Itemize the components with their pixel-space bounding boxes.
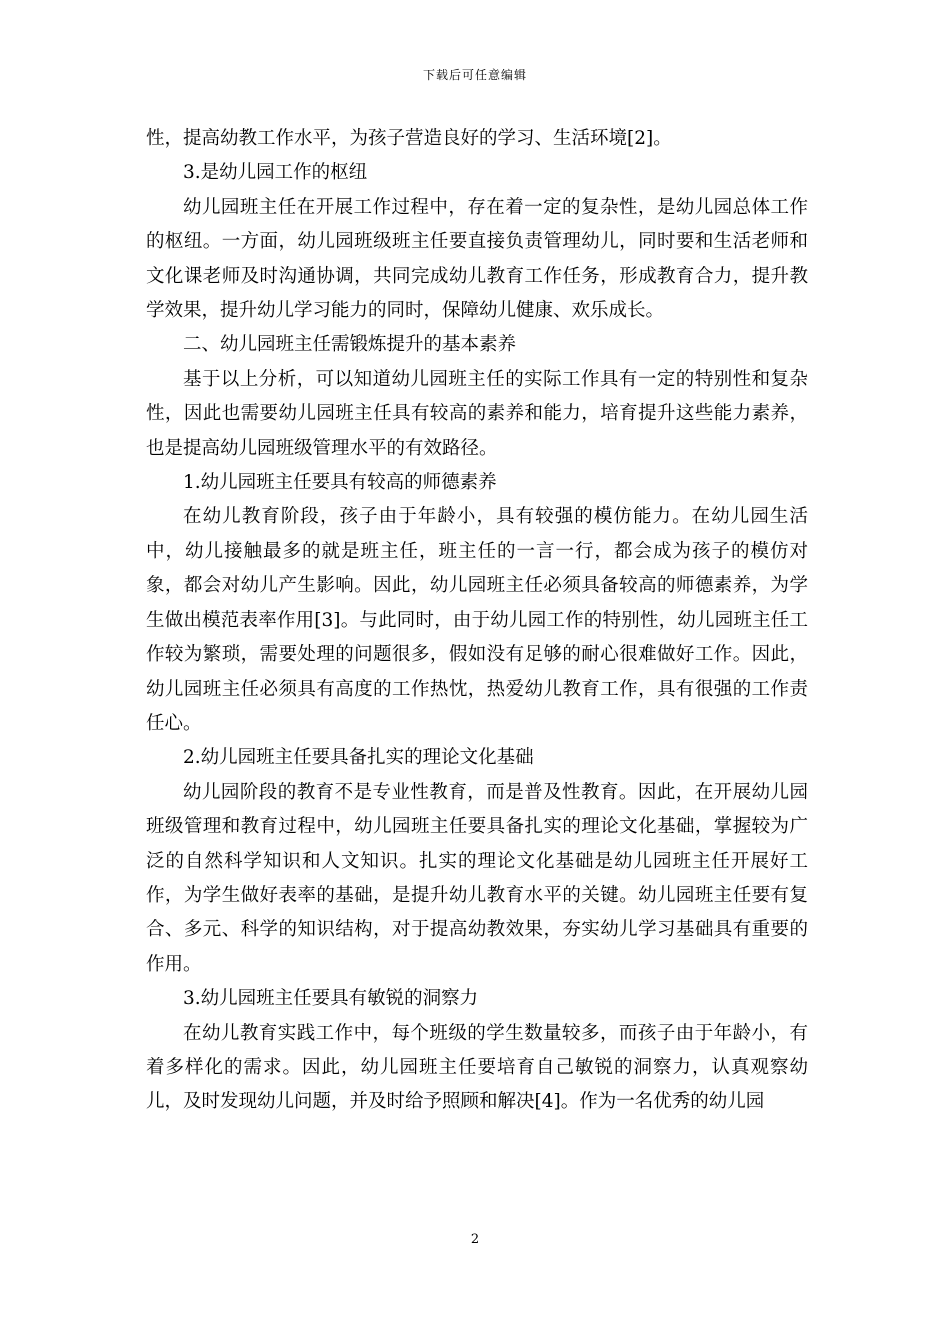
paragraph: 基于以上分析，可以知道幼儿园班主任的实际工作具有一定的特别性和复杂性，因此也需要幼儿园班主任具有较高的素养和能力，培育提升这些能力素养，也是提高幼儿园班级管理水平的有效路径。 bbox=[146, 368, 808, 459]
paragraph: 在幼儿教育阶段，孩子由于年龄小，具有较强的模仿能力。在幼儿园生活中，幼儿接触最多的就是班主任，班主任的一言一行，都会成为孩子的模仿对象，都会对幼儿产生影响。因此，幼儿园班主任必须具备较高的师德素养，为学生做出模范表率作用[3]。与此同时，由于幼儿园工作的特别性，幼儿园班主任工作较为繁琐，需要处理的问题很多，假如没有足够的耐心很难做好工作。因此，幼儿园班主任必须具有高度的工作热忱，热爱幼儿教育工作，具有很强的工作责任心。 bbox=[146, 506, 808, 734]
paragraph: 在幼儿教育实践工作中，每个班级的学生数量较多，而孩子由于年龄小，有着多样化的需求。因此，幼儿园班主任要培育自己敏锐的洞察力，认真观察幼儿，及时发现幼儿问题，并及时给予照顾和解决[4]。作为一名优秀的幼儿园 bbox=[146, 1022, 808, 1113]
paragraph: 幼儿园阶段的教育不是专业性教育，而是普及性教育。因此，在开展幼儿园班级管理和教育过程中，幼儿园班主任要具备扎实的理论文化基础，掌握较为广泛的自然科学知识和人文知识。扎实的理论文化基础是幼儿园班主任开展好工作，为学生做好表率的基础，是提升幼儿教育水平的关键。幼儿园班主任要有复合、多元、科学的知识结构，对于提高幼教效果，夯实幼儿学习基础具有重要的作用。 bbox=[146, 781, 808, 975]
page-header: 下载后可任意编辑 bbox=[422, 68, 527, 82]
section-heading: 3.是幼儿园工作的枢纽 bbox=[183, 162, 368, 184]
paragraph: 性，提高幼教工作水平，为孩子营造良好的学习、生活环境[2]。 bbox=[146, 128, 672, 149]
document-body bbox=[146, 122, 808, 1120]
paragraph: 幼儿园班主任在开展工作过程中，存在着一定的复杂性，是幼儿园总体工作的枢纽。一方面，幼儿园班级班主任要直接负责管理幼儿，同时要和生活老师和文化课老师及时沟通协调，共同完成幼儿教育工作任务，形成教育合力，提升教学效果，提升幼儿学习能力的同时，保障幼儿健康、欢乐成长。 bbox=[146, 196, 808, 322]
page-number: 2 bbox=[470, 1232, 480, 1247]
section-heading: 3.幼儿园班主任要具有敏锐的洞察力 bbox=[183, 988, 479, 1010]
section-heading: 2.幼儿园班主任要具备扎实的理论文化基础 bbox=[183, 747, 534, 769]
section-heading: 二、幼儿园班主任需锻炼提升的基本素养 bbox=[183, 334, 517, 356]
section-heading: 1.幼儿园班主任要具有较高的师德素养 bbox=[183, 472, 497, 494]
